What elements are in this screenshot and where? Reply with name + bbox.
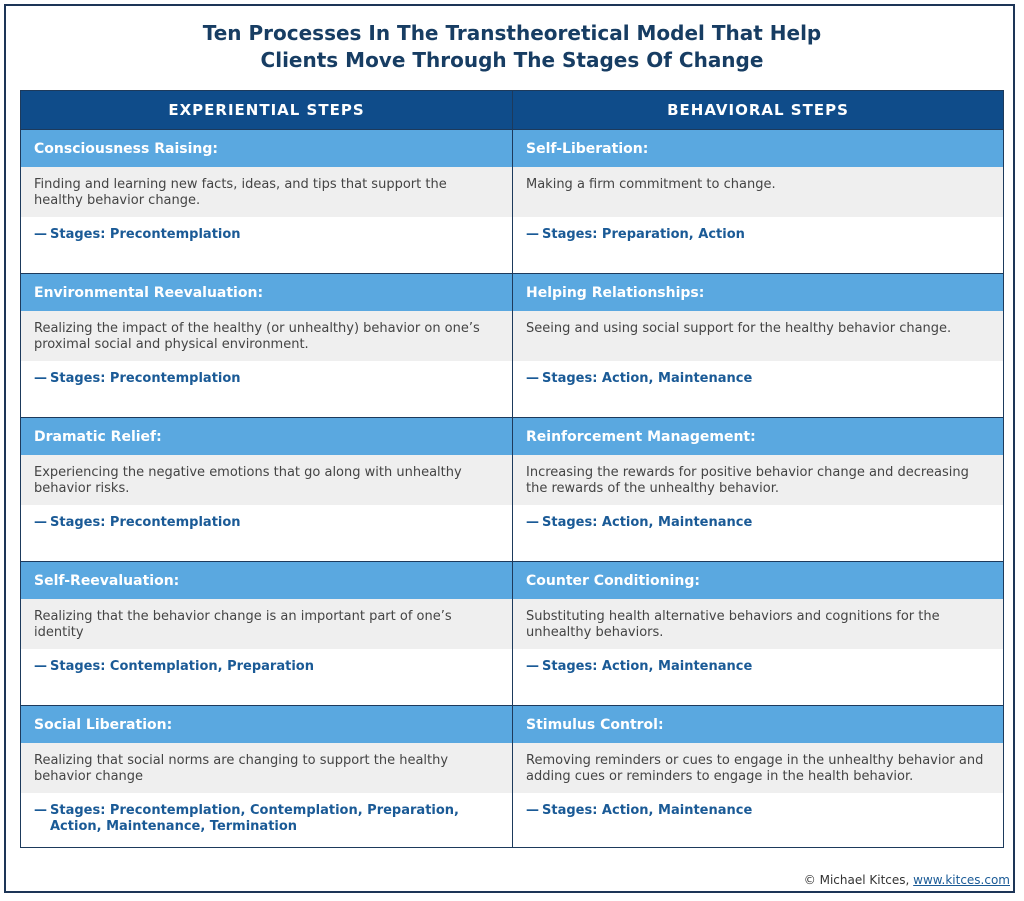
process-description: Realizing that the behavior change is an important part of one’s identity [21,599,512,649]
process-stages [21,361,512,387]
process-block [21,561,512,705]
stages-text: Stages: Contemplation, Preparation [50,659,314,674]
process-block [513,129,1003,273]
process-description: Finding and learning new facts, ideas, and tips that support the healthy behavior change. [21,167,512,217]
title-line-2: Clients Move Through The Stages Of Change [260,48,764,72]
dash-marker: — [34,515,47,530]
process-stages [513,793,1003,819]
stages-text: Stages: Action, Maintenance [542,659,753,674]
footer-credit [804,873,1010,887]
process-title: Dramatic Relief: [21,418,512,455]
process-description: Substituting health alternative behaviors and cognitions for the unhealthy behaviors. [513,599,1003,649]
column-header: BEHAVIORAL STEPS [513,91,1003,129]
process-stages [513,505,1003,531]
process-description: Removing reminders or cues to engage in the unhealthy behavior and adding cues or reminders to engage in the health behavior. [513,743,1003,793]
process-block [513,273,1003,417]
title-line-1: Ten Processes In The Transtheoretical Model That Help [202,21,822,45]
process-title: Self-Reevaluation: [21,562,512,599]
stages-text: Stages: Precontemplation [50,515,241,530]
process-description: Seeing and using social support for the healthy behavior change. [513,311,1003,361]
process-stages [513,361,1003,387]
dash-marker: — [34,659,47,674]
experiential-column [21,91,512,847]
process-title: Stimulus Control: [513,706,1003,743]
process-block [21,705,512,849]
dash-marker: — [526,227,539,242]
dash-marker: — [34,227,47,242]
process-block [21,129,512,273]
page-title [0,20,1024,74]
dash-marker: — [34,803,47,818]
dash-marker: — [526,371,539,386]
process-title: Helping Relationships: [513,274,1003,311]
process-stages [21,793,512,835]
stages-text: Stages: Preparation, Action [542,227,745,242]
process-table [20,90,1004,848]
process-description: Experiencing the negative emotions that go along with unhealthy behavior risks. [21,455,512,505]
kitces-link[interactable]: www.kitces.com [913,873,1010,887]
process-block [513,561,1003,705]
process-description: Increasing the rewards for positive behavior change and decreasing the rewards of the unhealthy behavior. [513,455,1003,505]
process-stages [21,649,512,675]
stages-text: Stages: Action, Maintenance [542,371,753,386]
process-title: Social Liberation: [21,706,512,743]
process-block [21,417,512,561]
process-description: Making a firm commitment to change. [513,167,1003,217]
stages-text: Stages: Precontemplation, Contemplation, Preparation, Action, Maintenance, Termination [50,803,459,834]
dash-marker: — [526,659,539,674]
process-title: Reinforcement Management: [513,418,1003,455]
stages-text: Stages: Precontemplation [50,227,241,242]
process-block [513,705,1003,849]
process-title: Consciousness Raising: [21,130,512,167]
column-header: EXPERIENTIAL STEPS [21,91,512,129]
dash-marker: — [526,515,539,530]
process-title: Counter Conditioning: [513,562,1003,599]
dash-marker: — [34,371,47,386]
process-description: Realizing the impact of the healthy (or unhealthy) behavior on one’s proximal social and physical environment. [21,311,512,361]
process-stages [513,217,1003,243]
process-title: Environmental Reevaluation: [21,274,512,311]
stages-text: Stages: Action, Maintenance [542,803,753,818]
behavioral-column [512,91,1003,847]
stages-text: Stages: Action, Maintenance [542,515,753,530]
dash-marker: — [526,803,539,818]
process-stages [513,649,1003,675]
copyright-text: © Michael Kitces, [803,873,910,887]
process-description: Realizing that social norms are changing to support the healthy behavior change [21,743,512,793]
process-block [21,273,512,417]
process-stages [21,217,512,243]
process-title: Self-Liberation: [513,130,1003,167]
process-block [513,417,1003,561]
process-stages [21,505,512,531]
stages-text: Stages: Precontemplation [50,371,241,386]
